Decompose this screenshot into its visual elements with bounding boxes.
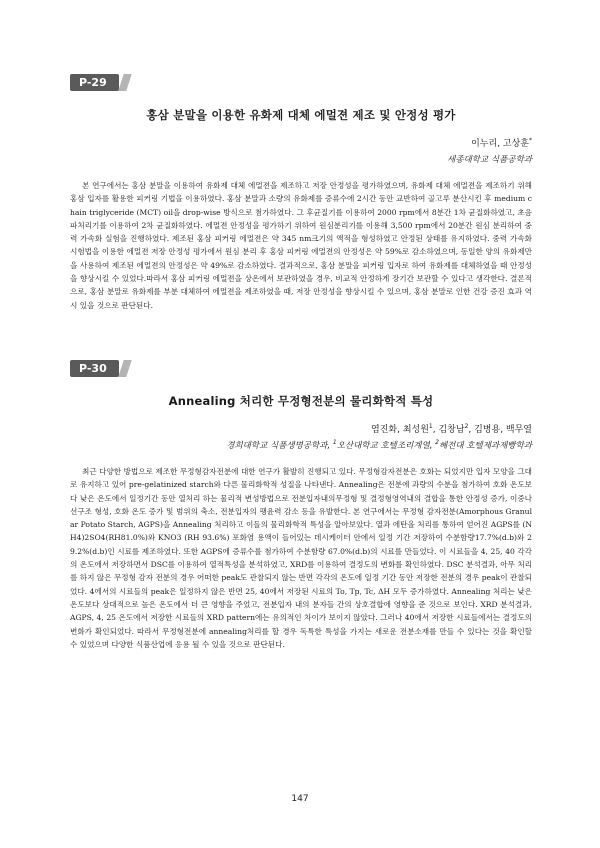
affiliation-part: 경희대학교 식품생명공학과, <box>226 441 333 451</box>
abstract-body: 본 연구에서는 홍삼 분말을 이용하여 유화제 대체 에멀젼을 제조하고 저장 안정성을 평가하였으며, 유화제 대체 에멀젼을 제조하기 위해홍삼 입자를 활용한 피커링 기법을 이용하였다. 홍삼 분말과 소량의 유화제를 증류수에 2시간 동안 교반하여 골고루 분산시킨 후 medium chain triglyceride (MCT) oil을 drop-wise 방식으로 첨가하였다. 그 후균질기를 이용하여 2000 rpm에서 8분간 1차 균질화하였고, 초음파처리기를 이용하여 2차 균질화하였다. 에멀젼 안정성을 평가하기 위하여 원심분리기를 이용해 3,500 rpm에서 20분간 원심 분리하여 중력 가속화 실험을 진행하였다. 제조된 홍삼 피커링 에멀젼은 약 345 nm크기의 액적을 형성하였고 안정된 상태를 유지하였다. 중력 가속화 시험법을 이용한 에멀젼 저장 안정성 평가에서 원심 분리 후 홍삼 피커링 에멀젼의 안정성은 약 59%로 감소하였으며, 동일한 양의 유화제만을 사용하여 제조된 에멀젼의 안정성은 약 49%로 감소하였다. 결과적으로, 홍삼 분말을 피커링 입자로 하여 유화제를 대체하였을 때 안정성을 향상시킬 수 있었다.따라서 홍삼 피커링 에멀젼을 상온에서 보관하였을 경우, 비교적 안정하게 장기간 보관할 수 있다고 생각한다. 결론적으로, 홍삼 분말로 유화제를 부분 대체하여 에멀젼을 제조하였을 때, 저장 안정성을 향상시킬 수 있으며, 홍삼 분말로 인한 건강 증진 효과 역시 있을 것으로 판단된다. <box>70 181 532 310</box>
corresponding-mark: * <box>529 137 532 144</box>
abstract-p30 <box>70 357 532 659</box>
abstract-p29 <box>70 71 532 320</box>
affiliation-mark: 1 <box>428 423 433 430</box>
abstract-title: Annealing 처리한 무정형전분의 물리화학적 특성 <box>168 394 434 408</box>
author-name-part: 염진화, 최성원 <box>371 425 429 435</box>
affiliation-mark: 1 <box>332 439 337 447</box>
abstract-body: 최근 다양한 방법으로 제조한 무정형감자전분에 대한 연구가 활발히 진행되고 있다. 무정형감자전분은 호화는 되었지만 입자 모양을 그대로 유지하고 있어 pre-gelatinized starch와 다른 물리화학적 성질을 나타낸다. Annealing은 전분에 과량의 수분을 첨가하여 호화 온도보다 낮은 온도에서 일정기간 동안 열처리 하는 물리적 변성방법으로 전분입자내의무정형 및 결정형영역내의 결합을 통한 안정성 증가, 이중나선구조 형성, 호화 온도 증가 및 범위의 축소, 전분입자의 팽윤력 감소 등을 유발한다. 본 연구에서는 무정형 감자전분(Amorphous Granular Potato Starch, AGPS)을 Annealing 처리하고 이들의 물리화학적 특성을 알아보았다. 열과 에탄올 처리를 통하여 얻어진 AGPS를 (NH4)2SO4(RH81.0%)와 KNO3 (RH 93.6%) 포화염 용액이 들어있는 데시케이터 안에서 일정 기간 저장하여 수분함량17.7%(d.b)와 29.2%(d.b)인 시료를 제조하였다. 또한 AGPS에 증류수를 첨가하여 수분함량 67.0%(d.b)의 시료를 만들었다. 이 시료들을 4, 25, 40 각각의 온도에서 저장하면서 DSC를 이용하여 열적특성을 분석하였고, XRD를 이용하여 결정도의 변화를 확인하였다. DSC 분석결과, 아무 처리를 하지 않은 무정형 감자 전분의 경우 어떠한 peak도 관찰되지 않는 반면 각각의 온도에 일정 기간 동안 저장한 전분의 경우 peak이 관찰되었다. 4에서의 시료들의 peak은 일정하지 않은 반면 25, 40에서 저장된 시료의 To, Tp, Tc, ΔH 모두 증가하였다. Annealing 처리는 낮은 온도보다 상대적으로 높은 온도에서 더 큰 영향을 주었고, 전분입자 내의 분자들 간의 상호결합에 영향을 준 것으로 보인다. XRD 분석결과, AGPS, 4, 25 온도에서 저장한 시료들의 XRD pattern에는 유의적인 차이가 보이지 않았다. 그러나 40에서 저장한 시료들에서는 결정도의 변화가 확인되었다. 따라서 무정형전분에 annealing처리를 할 경우 독특한 특성을 가지는 새로운 전분소재를 만들 수 있다는 것을 확인할 수 있었으며 다양한 식품산업에 응용 될 수 있을 것으로 판단된다. <box>70 467 532 649</box>
author-name-part: , 김병용, 백무열 <box>468 425 532 435</box>
abstract-number-badge: P-30 <box>70 360 119 377</box>
affiliation-part: 오산대학교 호텔조리계열, <box>336 441 436 451</box>
author-name-part: , 김창남 <box>432 425 465 435</box>
author-list <box>70 422 532 435</box>
author-names: 이누리, 고상훈 <box>471 139 529 149</box>
affiliation-mark: 2 <box>435 439 439 447</box>
affiliation-mark: 2 <box>464 423 469 430</box>
abstract-number-badge: P-29 <box>70 74 119 91</box>
affiliation: 세종대학교 식품공학과 <box>447 155 532 165</box>
page-number: 147 <box>291 794 309 804</box>
abstract-title: 홍삼 분말을 이용한 유화제 대체 에멀젼 제조 및 안정성 평가 <box>146 108 456 122</box>
author-list <box>70 136 532 149</box>
affiliation <box>70 439 532 451</box>
affiliation-part: 혜전대 호텔제과제빵학과 <box>438 441 532 451</box>
